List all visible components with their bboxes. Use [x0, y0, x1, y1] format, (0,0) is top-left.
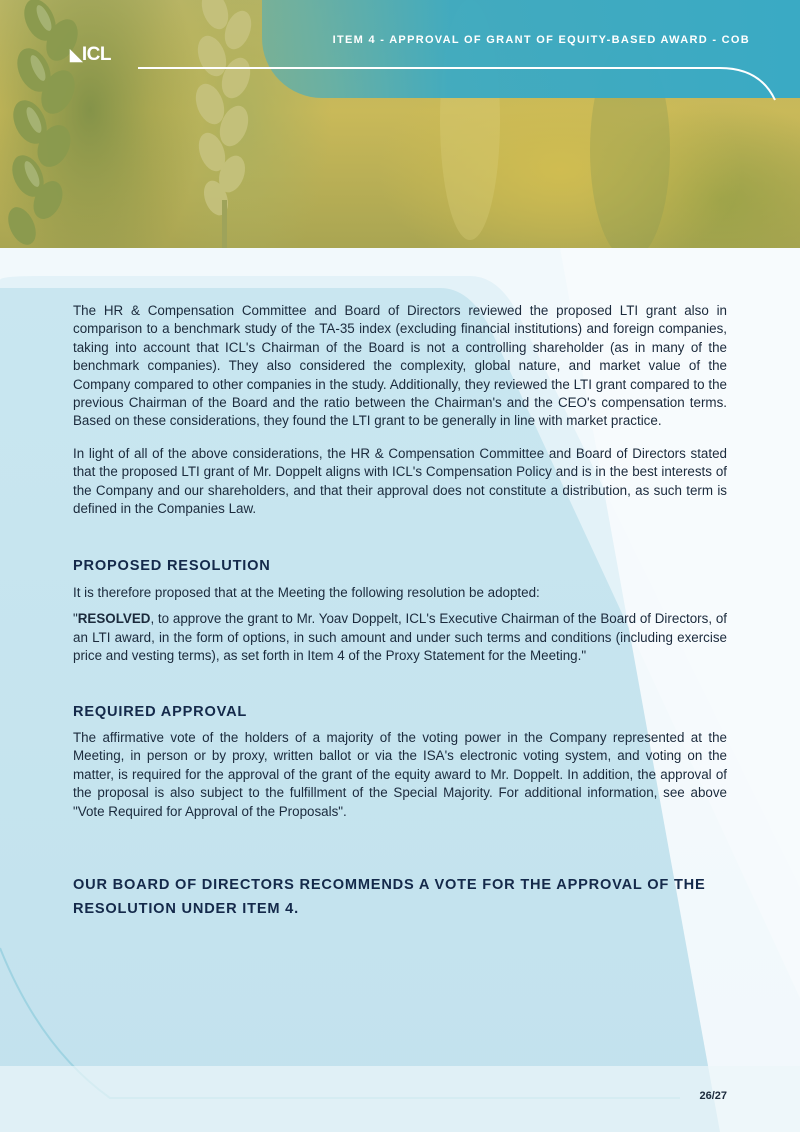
required-approval-text: The affirmative vote of the holders of a majority of the voting power in the Company represented at the Meeting, in person or by proxy, written ballot or via the ISA's electronic voting system, and voting on the matter, is required for the approval of the grant of the equity award to Mr. Doppelt. In addition, the approval of the proposal is also subject to the fulfillment of the Special Majority. For additional information, see above "Vote Required for Approval of the Proposals".	[73, 729, 727, 819]
header-photo	[0, 0, 800, 248]
logo-text: ICL	[81, 44, 111, 65]
logo-mark-icon: ◣	[70, 47, 82, 64]
resolution-body: , to approve the grant to Mr. Yoav Doppelt, ICL's Executive Chairman of the Board of Directors, of an LTI award, in the form of options, in such amount and under such terms and conditions (including exercise price and vesting terms), as set forth in Item 4 of the Proxy Statement for the Meeting."	[73, 611, 727, 664]
proposed-resolution-heading: PROPOSED RESOLUTION	[73, 558, 271, 575]
body-paragraph-2: In light of all of the above considerations, the HR & Compensation Committee and Board of Directors stated that the proposed LTI grant of Mr. Doppelt aligns with ICL's Compensation Policy and is in the best interests of the Company and our shareholders, and that their approval does not constitute a distribution, as such term is defined in the Companies Law.	[73, 445, 727, 517]
page-number: 26/27	[699, 1090, 727, 1102]
main-content	[73, 302, 727, 921]
proposed-resolution-intro: It is therefore proposed that at the Meeting the following resolution be adopted:	[73, 584, 540, 600]
required-approval-heading: REQUIRED APPROVAL	[73, 703, 248, 720]
icl-logo	[70, 44, 111, 66]
resolved-word: RESOLVED	[77, 611, 151, 627]
resolution-open-quote: "	[73, 611, 78, 627]
section-title: ITEM 4 - APPROVAL OF GRANT OF EQUITY-BASED AWARD - COB	[332, 34, 750, 46]
body-paragraph-1: The HR & Compensation Committee and Board of Directors reviewed the proposed LTI grant also in comparison to a benchmark study of the TA-35 index (excluding financial institutions) and foreign companies, taking into account that ICL's Chairman of the Board is not a controlling shareholder (as in many of the benchmark companies). They also considered the complexity, global nature, and market value of the Company compared to other companies in the study. Additionally, they reviewed the LTI grant compared to the previous Chairman of the Board and the ratio between the Chairman's and the CEO's compensation terms. Based on these considerations, they found the LTI grant to be generally in line with market practice.	[73, 303, 727, 429]
resolution-text	[73, 610, 727, 665]
board-recommendation: OUR BOARD OF DIRECTORS RECOMMENDS A VOTE FOR THE APPROVAL OF THE RESOLUTION UNDER ITEM 4.	[73, 876, 706, 917]
